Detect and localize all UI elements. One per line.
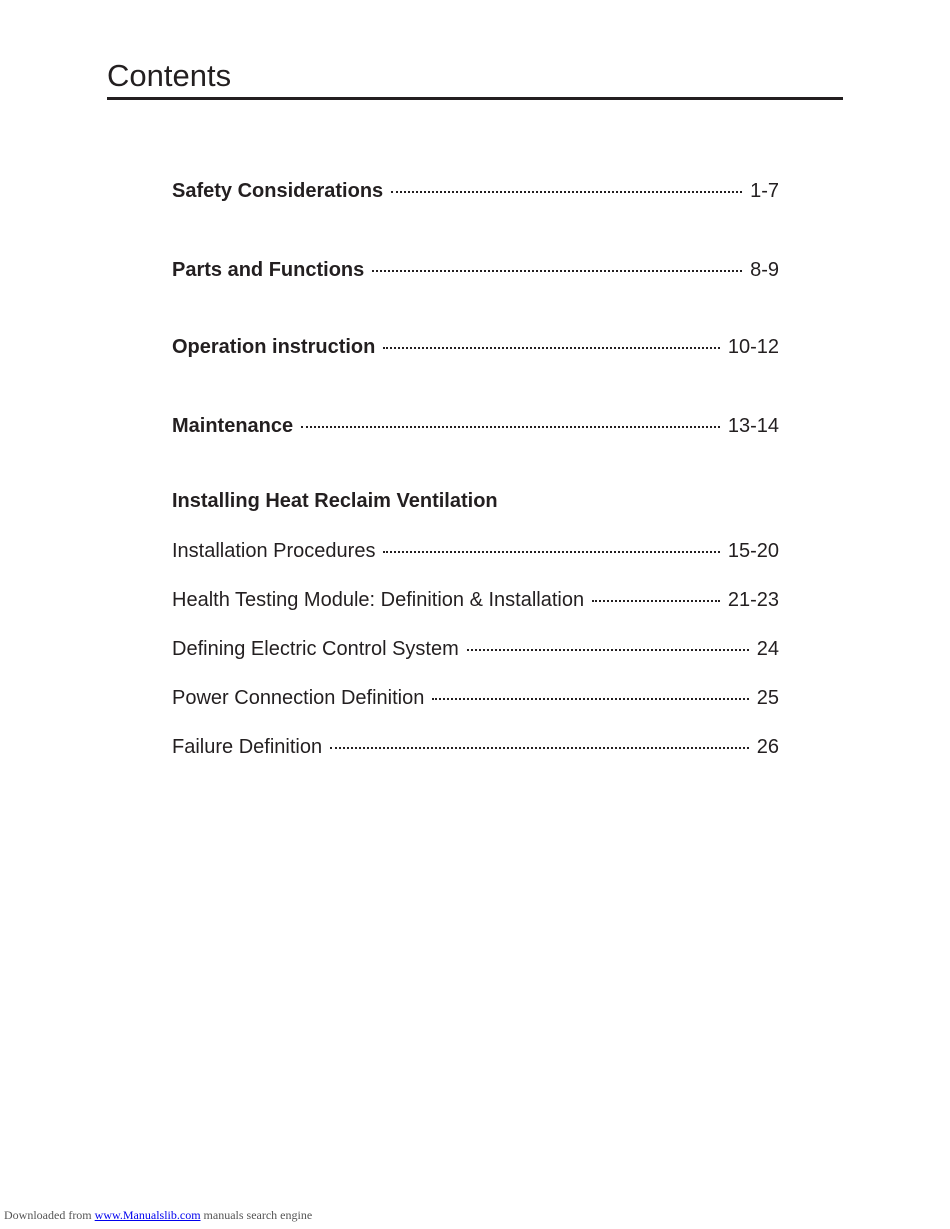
toc-entry-pages: 10-12 [727, 336, 779, 358]
toc-entry-electric-control-system [172, 636, 779, 662]
toc-entry-label: Health Testing Module: Definition & Installation [172, 589, 585, 611]
title-divider [107, 97, 843, 100]
toc-entry-label: Operation instruction [172, 336, 376, 358]
page-title: Contents [107, 58, 232, 93]
toc-entry-pages: 15-20 [727, 540, 779, 562]
dot-leader [330, 747, 749, 749]
toc-entry-label: Installation Procedures [172, 540, 376, 562]
dot-leader [592, 600, 720, 602]
toc-entry-failure-definition [172, 734, 779, 760]
toc-entry-label: Maintenance [172, 415, 294, 437]
toc-entry-label: Parts and Functions [172, 259, 365, 281]
toc-entry-label: Defining Electric Control System [172, 638, 459, 660]
toc-entry-health-testing-module [172, 587, 779, 613]
toc-entry-safety-considerations [172, 178, 779, 204]
footer-suffix: manuals search engine [203, 1208, 313, 1222]
dot-leader [467, 649, 749, 651]
toc-entry-parts-and-functions [172, 257, 779, 283]
toc-entry-operation-instruction [172, 334, 779, 360]
toc-entry-pages: 1-7 [750, 180, 779, 202]
toc-entry-maintenance [172, 413, 779, 439]
section-heading: Installing Heat Reclaim Ventilation [172, 490, 498, 512]
toc-entry-label: Safety Considerations [172, 180, 384, 202]
toc-entry-label: Failure Definition [172, 736, 323, 758]
toc-entry-pages: 26 [756, 736, 779, 758]
toc-entry-pages: 25 [756, 687, 779, 709]
manualslib-link[interactable]: www.Manualslib.com [94, 1208, 201, 1222]
toc-entry-pages: 13-14 [727, 415, 779, 437]
toc-entry-pages: 24 [756, 638, 779, 660]
dot-leader [432, 698, 748, 700]
dot-leader [383, 551, 719, 553]
toc-entry-pages: 8-9 [750, 259, 779, 281]
footer-prefix: Downloaded from [4, 1208, 92, 1222]
dot-leader [383, 347, 720, 349]
toc-entry-installation-procedures [172, 538, 779, 564]
toc-entry-label: Power Connection Definition [172, 687, 425, 709]
toc-entry-power-connection-definition [172, 685, 779, 711]
dot-leader [301, 426, 720, 428]
toc-entry-pages: 21-23 [727, 589, 779, 611]
dot-leader [372, 270, 742, 272]
dot-leader [391, 191, 742, 193]
download-footer [4, 1208, 312, 1223]
